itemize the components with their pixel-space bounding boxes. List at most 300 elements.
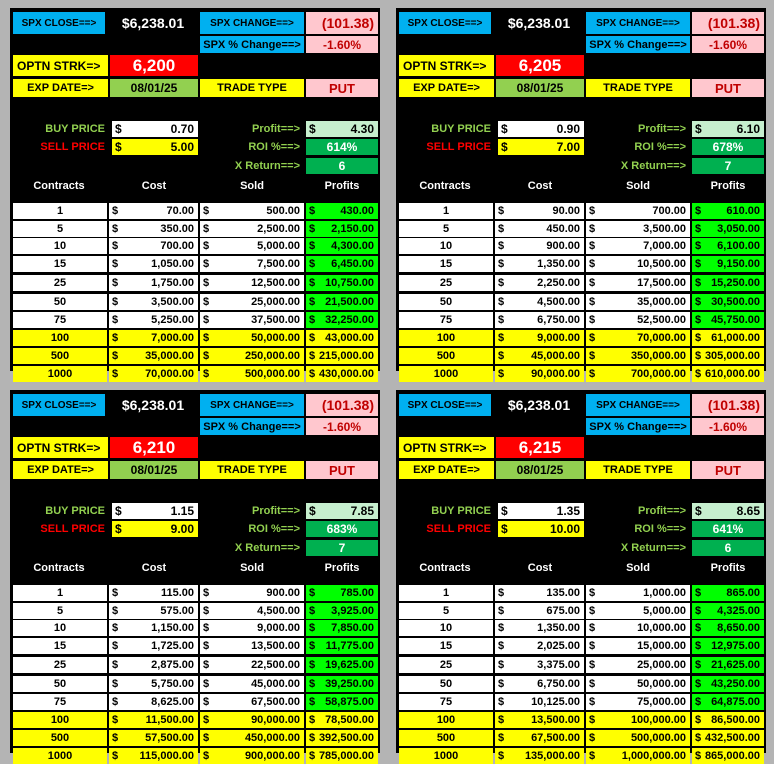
table-cell-profit[interactable] [692,748,764,764]
table-cell-profit[interactable] [306,330,378,346]
table-cell-sold[interactable] [586,366,690,382]
table-cell-sold[interactable] [200,366,304,382]
profit-label: Profit==> [252,123,300,135]
table-cell-sold[interactable] [200,730,304,746]
table-cell-cost[interactable] [495,694,584,710]
table-cell-sold[interactable] [586,330,690,346]
table-cell-contracts[interactable]: 1 [13,585,107,601]
table-cell-contracts[interactable]: 50 [13,294,107,310]
table-cell-cost[interactable] [495,730,584,746]
currency-symbol: $ [203,750,210,762]
table-cell-profit[interactable] [306,275,378,291]
table-cell-sold[interactable] [200,603,304,619]
currency-symbol: $ [589,750,596,762]
roi-value[interactable]: 614% [306,139,378,155]
table-cell-sold[interactable] [200,712,304,728]
table-cell-cost[interactable] [495,366,584,382]
cell-value: 3,925.00 [331,605,374,617]
table-cell-contracts[interactable]: 1 [399,203,493,219]
currency-symbol: $ [498,350,505,362]
table-cell-profit[interactable] [692,657,764,673]
table-cell-cost[interactable] [109,330,198,346]
spx-change-value[interactable]: (101.38) [692,12,764,34]
exp-date-value[interactable]: 08/01/25 [496,79,584,97]
table-cell-sold[interactable] [586,620,690,636]
currency-symbol: $ [309,504,316,518]
table-cell-cost[interactable] [495,712,584,728]
strike-value[interactable]: 6,210 [110,437,198,458]
cell-value: 13,500.00 [531,714,580,726]
table-cell-cost[interactable] [109,312,198,328]
currency-symbol: $ [309,296,316,308]
currency-symbol: $ [203,605,210,617]
cell-value: 500,000.00 [244,368,300,380]
strike-value[interactable]: 6,200 [110,55,198,76]
table-cell-cost[interactable] [495,603,584,619]
spx-close-value[interactable]: $6,238.01 [507,397,571,413]
table-cell-sold[interactable] [200,275,304,291]
table-cell-sold[interactable] [586,238,690,254]
cell-value: 432,500.00 [704,732,760,744]
spx-close-label[interactable]: SPX CLOSE==> [13,394,105,416]
cell-value: 12,975.00 [711,640,760,652]
cell-value: 1.35 [556,504,580,518]
table-cell-profit[interactable] [306,312,378,328]
profit-value[interactable] [692,503,764,519]
table-cell-profit[interactable] [692,221,764,237]
currency-symbol: $ [695,223,702,235]
spx-pct-label[interactable]: SPX % Change==> [586,36,690,53]
table-cell-cost[interactable] [109,657,198,673]
table-cell-contracts[interactable]: 75 [13,312,107,328]
table-cell-sold[interactable] [586,294,690,310]
x-return-value[interactable]: 7 [306,540,378,556]
table-cell-profit[interactable] [692,712,764,728]
table-cell-profit[interactable] [306,366,378,382]
table-cell-profit[interactable] [692,620,764,636]
table-cell-contracts[interactable]: 50 [399,676,493,692]
table-cell-profit[interactable] [306,238,378,254]
table-cell-sold[interactable] [586,275,690,291]
table-cell-cost[interactable] [495,620,584,636]
table-cell-profit[interactable] [692,366,764,382]
trade-type-value[interactable]: PUT [306,461,378,479]
table-cell-contracts[interactable]: 1 [13,203,107,219]
table-cell-sold[interactable] [586,312,690,328]
spx-close-label[interactable]: SPX CLOSE==> [13,12,105,34]
table-cell-sold[interactable] [586,203,690,219]
currency-symbol: $ [695,622,702,634]
table-cell-contracts[interactable]: 100 [399,330,493,346]
exp-date-value[interactable]: 08/01/25 [110,461,198,479]
table-cell-contracts[interactable]: 10 [13,620,107,636]
table-cell-cost[interactable] [109,275,198,291]
table-cell-cost[interactable] [109,712,198,728]
table-cell-cost[interactable] [109,748,198,764]
table-cell-cost[interactable] [495,203,584,219]
buy-price-input[interactable] [112,503,198,519]
trade-type-value[interactable]: PUT [692,79,764,97]
exp-date-label[interactable]: EXP DATE=> [399,79,494,97]
x-return-value[interactable]: 7 [692,158,764,174]
table-cell-sold[interactable] [200,585,304,601]
table-cell-profit[interactable] [692,585,764,601]
spx-pct-label[interactable]: SPX % Change==> [586,418,690,435]
table-cell-profit[interactable] [692,603,764,619]
table-cell-contracts[interactable]: 1 [399,585,493,601]
table-cell-sold[interactable] [200,221,304,237]
table-cell-cost[interactable] [109,585,198,601]
exp-date-label[interactable]: EXP DATE=> [399,461,494,479]
cell-value: 5,000.00 [643,605,686,617]
table-cell-contracts[interactable]: 500 [13,348,107,364]
table-cell-contracts[interactable]: 5 [399,603,493,619]
table-cell-profit[interactable] [306,657,378,673]
sell-price-input[interactable] [498,139,584,155]
trade-type-value[interactable]: PUT [692,461,764,479]
trade-type-value[interactable]: PUT [306,79,378,97]
currency-symbol: $ [309,678,316,690]
table-cell-profit[interactable] [692,730,764,746]
currency-symbol: $ [695,504,702,518]
currency-symbol: $ [695,314,702,326]
buy-price-input[interactable] [498,503,584,519]
table-cell-profit[interactable] [306,256,378,272]
table-cell-contracts[interactable]: 15 [13,256,107,272]
table-cell-cost[interactable] [495,238,584,254]
table-cell-contracts[interactable]: 500 [399,348,493,364]
trade-type-label[interactable]: TRADE TYPE [200,461,304,479]
roi-label: ROI %==> [634,141,686,153]
trade-type-label[interactable]: TRADE TYPE [586,461,690,479]
table-cell-sold[interactable] [586,730,690,746]
table-cell-sold[interactable] [586,657,690,673]
table-cell-contracts[interactable]: 100 [399,712,493,728]
table-cell-cost[interactable] [495,348,584,364]
currency-symbol: $ [589,296,596,308]
table-cell-cost[interactable] [109,730,198,746]
table-cell-contracts[interactable]: 50 [13,676,107,692]
cell-value: 58,875.00 [325,696,374,708]
strike-label[interactable]: OPTN STRK=> [399,55,494,76]
table-cell-profit[interactable] [306,638,378,654]
profit-value[interactable] [306,121,378,137]
table-cell-sold[interactable] [200,676,304,692]
table-cell-contracts[interactable]: 5 [13,221,107,237]
sell-price-input[interactable] [112,139,198,155]
profit-value[interactable] [306,503,378,519]
cell-value: 305,000.00 [704,350,760,362]
table-cell-contracts[interactable]: 50 [399,294,493,310]
table-cell-sold[interactable] [200,694,304,710]
table-cell-cost[interactable] [109,256,198,272]
table-cell-cost[interactable] [495,638,584,654]
x-return-label: X Return==> [234,542,300,554]
table-cell-contracts[interactable]: 10 [399,620,493,636]
table-cell-sold[interactable] [586,676,690,692]
cell-value: 15,000.00 [637,640,686,652]
cell-value: 9,000.00 [537,332,580,344]
table-cell-cost[interactable] [495,585,584,601]
table-cell-profit[interactable] [692,676,764,692]
cell-value: 700,000.00 [630,368,686,380]
table-cell-cost[interactable] [109,348,198,364]
table-cell-profit[interactable] [306,221,378,237]
table-cell-profit[interactable] [692,312,764,328]
cell-value: 610,000.00 [704,368,760,380]
table-cell-contracts[interactable]: 10 [399,238,493,254]
cell-value: 9,150.00 [717,258,760,270]
cell-value: 700.00 [652,205,686,217]
buy-price-label: BUY PRICE [431,123,491,135]
currency-symbol: $ [498,605,505,617]
table-cell-profit[interactable] [306,294,378,310]
col-header-profits: Profits [710,562,746,574]
spx-close-label[interactable]: SPX CLOSE==> [399,12,491,34]
table-cell-contracts[interactable]: 75 [399,694,493,710]
currency-symbol: $ [695,659,702,671]
strike-label[interactable]: OPTN STRK=> [399,437,494,458]
table-cell-sold[interactable] [586,256,690,272]
table-cell-sold[interactable] [586,638,690,654]
x-return-value[interactable]: 6 [692,540,764,556]
table-cell-cost[interactable] [495,657,584,673]
buy-price-input[interactable] [112,121,198,137]
table-cell-sold[interactable] [200,348,304,364]
table-cell-contracts[interactable]: 15 [399,256,493,272]
table-cell-contracts[interactable]: 1000 [399,748,493,764]
table-cell-contracts[interactable]: 500 [399,730,493,746]
strike-value[interactable]: 6,215 [496,437,584,458]
buy-price-input[interactable] [498,121,584,137]
table-cell-sold[interactable] [200,330,304,346]
table-cell-contracts[interactable]: 75 [13,694,107,710]
currency-symbol: $ [589,696,596,708]
table-cell-sold[interactable] [586,348,690,364]
spx-close-label[interactable]: SPX CLOSE==> [399,394,491,416]
cell-value: 3,500.00 [643,223,686,235]
cell-value: 5,750.00 [151,678,194,690]
table-cell-contracts[interactable]: 25 [399,657,493,673]
table-cell-cost[interactable] [495,312,584,328]
table-cell-profit[interactable] [306,694,378,710]
sell-price-input[interactable] [112,521,198,537]
cell-value: 10,500.00 [637,258,686,270]
table-cell-profit[interactable] [306,203,378,219]
table-cell-cost[interactable] [495,330,584,346]
table-cell-profit[interactable] [306,620,378,636]
table-cell-sold[interactable] [200,748,304,764]
trade-panel [10,8,380,380]
table-cell-cost[interactable] [109,603,198,619]
table-cell-contracts[interactable]: 25 [13,275,107,291]
table-cell-contracts[interactable]: 25 [399,275,493,291]
table-cell-contracts[interactable]: 1000 [13,748,107,764]
table-cell-cost[interactable] [495,294,584,310]
cell-value: 900.00 [546,240,580,252]
roi-value[interactable]: 641% [692,521,764,537]
spx-close-value[interactable]: $6,238.01 [121,15,185,31]
table-cell-cost[interactable] [109,294,198,310]
trade-type-label[interactable]: TRADE TYPE [586,79,690,97]
table-cell-contracts[interactable]: 15 [13,638,107,654]
cell-value: 8.65 [736,504,760,518]
exp-date-value[interactable]: 08/01/25 [496,461,584,479]
table-cell-cost[interactable] [109,676,198,692]
currency-symbol: $ [309,122,316,136]
table-cell-contracts[interactable]: 500 [13,730,107,746]
spx-change-value[interactable]: (101.38) [306,12,378,34]
spx-pct-value[interactable]: -1.60% [692,418,764,435]
roi-value[interactable]: 678% [692,139,764,155]
table-cell-sold[interactable] [200,294,304,310]
spx-close-value[interactable]: $6,238.01 [507,15,571,31]
table-cell-contracts[interactable]: 5 [13,603,107,619]
table-cell-cost[interactable] [495,676,584,692]
table-cell-contracts[interactable]: 75 [399,312,493,328]
roi-value[interactable]: 683% [306,521,378,537]
table-cell-cost[interactable] [495,275,584,291]
table-cell-contracts[interactable]: 100 [13,712,107,728]
cell-value: 1,725.00 [151,640,194,652]
table-cell-sold[interactable] [200,638,304,654]
currency-symbol: $ [203,714,210,726]
table-cell-contracts[interactable]: 15 [399,638,493,654]
table-cell-profit[interactable] [692,256,764,272]
table-cell-cost[interactable] [109,238,198,254]
trade-type-label[interactable]: TRADE TYPE [200,79,304,97]
cell-value: 67,500.00 [251,696,300,708]
cell-value: 865,000.00 [704,750,760,762]
spx-change-label[interactable]: SPX CHANGE==> [586,12,690,34]
x-return-value[interactable]: 6 [306,158,378,174]
cell-value: 90,000.00 [251,714,300,726]
cell-value: 9.00 [170,522,194,536]
table-cell-profit[interactable] [306,712,378,728]
table-cell-profit[interactable] [692,348,764,364]
table-cell-sold[interactable] [586,221,690,237]
spx-pct-value[interactable]: -1.60% [306,418,378,435]
table-cell-sold[interactable] [586,585,690,601]
table-cell-sold[interactable] [586,694,690,710]
spx-pct-value[interactable]: -1.60% [692,36,764,53]
table-cell-cost[interactable] [495,221,584,237]
exp-date-value[interactable]: 08/01/25 [110,79,198,97]
currency-symbol: $ [309,223,316,235]
currency-symbol: $ [501,140,508,154]
table-cell-cost[interactable] [109,620,198,636]
table-cell-contracts[interactable]: 100 [13,330,107,346]
currency-symbol: $ [112,223,119,235]
table-cell-cost[interactable] [109,203,198,219]
cell-value: 43,000.00 [325,332,374,344]
currency-symbol: $ [589,277,596,289]
table-cell-cost[interactable] [109,638,198,654]
table-cell-sold[interactable] [200,256,304,272]
strike-label[interactable]: OPTN STRK=> [13,437,108,458]
spx-change-label[interactable]: SPX CHANGE==> [200,394,304,416]
table-cell-contracts[interactable]: 25 [13,657,107,673]
table-cell-cost[interactable] [495,256,584,272]
table-cell-sold[interactable] [200,657,304,673]
table-cell-profit[interactable] [306,348,378,364]
table-cell-profit[interactable] [692,294,764,310]
table-cell-sold[interactable] [586,712,690,728]
cell-value: 1,750.00 [151,277,194,289]
spx-pct-value[interactable]: -1.60% [306,36,378,53]
cell-value: 25,000.00 [637,659,686,671]
table-cell-profit[interactable] [306,603,378,619]
table-cell-cost[interactable] [495,748,584,764]
currency-symbol: $ [695,122,702,136]
currency-symbol: $ [589,605,596,617]
table-cell-profit[interactable] [692,694,764,710]
spx-change-value[interactable]: (101.38) [306,394,378,416]
currency-symbol: $ [695,258,702,270]
currency-symbol: $ [695,240,702,252]
spx-close-value[interactable]: $6,238.01 [121,397,185,413]
table-cell-cost[interactable] [109,366,198,382]
strike-label[interactable]: OPTN STRK=> [13,55,108,76]
table-cell-sold[interactable] [586,748,690,764]
table-cell-sold[interactable] [200,238,304,254]
table-cell-sold[interactable] [200,203,304,219]
spx-pct-label[interactable]: SPX % Change==> [200,36,304,53]
currency-symbol: $ [203,314,210,326]
cell-value: 610.00 [726,205,760,217]
table-cell-profit[interactable] [692,638,764,654]
table-cell-contracts[interactable]: 1000 [13,366,107,382]
table-cell-cost[interactable] [109,221,198,237]
currency-symbol: $ [112,732,119,744]
table-cell-contracts[interactable]: 10 [13,238,107,254]
sell-price-input[interactable] [498,521,584,537]
cell-value: 13,500.00 [251,640,300,652]
profit-label: Profit==> [638,505,686,517]
cell-value: 575.00 [160,605,194,617]
currency-symbol: $ [695,605,702,617]
spx-change-label[interactable]: SPX CHANGE==> [200,12,304,34]
profit-label: Profit==> [638,123,686,135]
table-cell-profit[interactable] [692,275,764,291]
table-cell-sold[interactable] [200,620,304,636]
table-cell-profit[interactable] [306,730,378,746]
table-cell-profit[interactable] [692,330,764,346]
currency-symbol: $ [498,223,505,235]
table-cell-profit[interactable] [306,585,378,601]
table-cell-profit[interactable] [306,748,378,764]
table-cell-contracts[interactable]: 5 [399,221,493,237]
cell-value: 430,000.00 [318,368,374,380]
spx-change-value[interactable]: (101.38) [692,394,764,416]
profit-value[interactable] [692,121,764,137]
currency-symbol: $ [203,640,210,652]
exp-date-label[interactable]: EXP DATE=> [13,461,108,479]
cell-value: 1,150.00 [151,622,194,634]
table-cell-cost[interactable] [109,694,198,710]
exp-date-label[interactable]: EXP DATE=> [13,79,108,97]
spx-pct-label[interactable]: SPX % Change==> [200,418,304,435]
table-cell-profit[interactable] [692,203,764,219]
table-cell-profit[interactable] [692,238,764,254]
strike-value[interactable]: 6,205 [496,55,584,76]
spx-change-label[interactable]: SPX CHANGE==> [586,394,690,416]
cell-value: 70,000.00 [637,332,686,344]
table-cell-sold[interactable] [586,603,690,619]
table-cell-sold[interactable] [200,312,304,328]
table-cell-contracts[interactable]: 1000 [399,366,493,382]
table-cell-profit[interactable] [306,676,378,692]
